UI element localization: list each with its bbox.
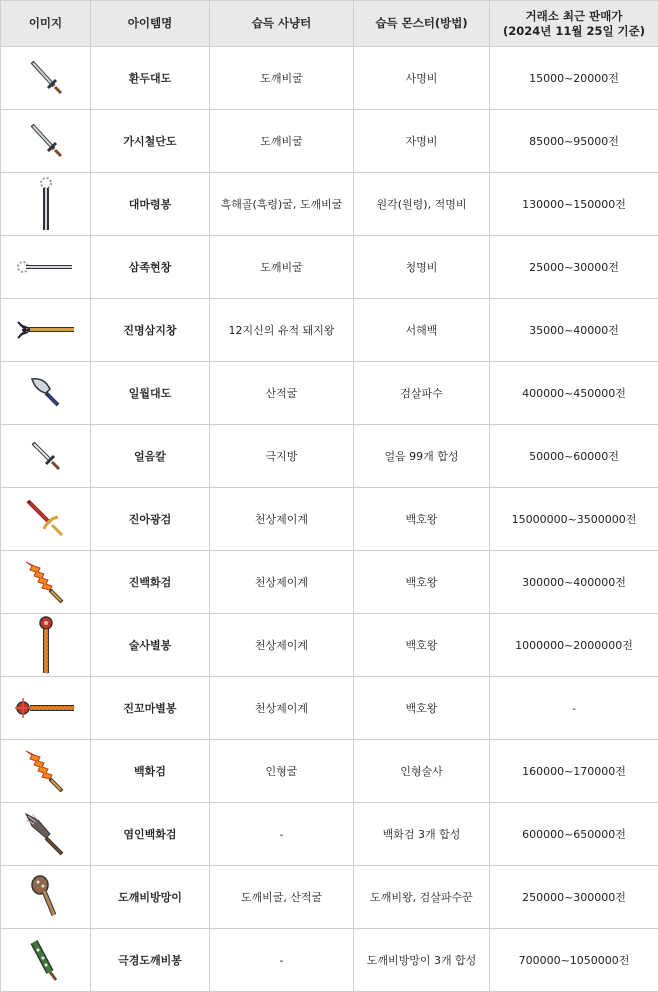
- trade-price: 600000~650000전: [490, 803, 658, 866]
- monster-method: 자명비: [354, 110, 490, 173]
- hunting-ground: 흑해골(흑령)굴, 도깨비굴: [210, 173, 354, 236]
- item-image-cell: [1, 677, 91, 740]
- sword-icon: [1, 58, 90, 98]
- table-row: [1, 110, 658, 173]
- header-price-line2: (2024년 11월 25일 기준): [502, 23, 646, 38]
- trade-price: 15000000~3500000전: [490, 488, 658, 551]
- monster-method: 백호왕: [354, 614, 490, 677]
- header-hunting-ground: 습득 사냥터: [210, 1, 354, 47]
- dark-sword-icon: [1, 810, 90, 858]
- trade-price: 15000~20000전: [490, 47, 658, 110]
- item-image-cell: [1, 362, 91, 425]
- table-row: [1, 803, 658, 866]
- header-image: 이미지: [1, 1, 91, 47]
- trade-price: 130000~150000전: [490, 173, 658, 236]
- monster-method: 백화검 3개 합성: [354, 803, 490, 866]
- hunting-ground: 극지방: [210, 425, 354, 488]
- table-row: [1, 173, 658, 236]
- trade-price: 85000~95000전: [490, 110, 658, 173]
- trade-price: -: [490, 677, 658, 740]
- item-name: 극경도깨비봉: [91, 929, 210, 992]
- orb-staff-icon: [1, 615, 90, 675]
- trade-price: 400000~450000전: [490, 362, 658, 425]
- header-name: 아이템명: [91, 1, 210, 47]
- item-name: 염인백화검: [91, 803, 210, 866]
- item-image-cell: [1, 47, 91, 110]
- item-image-cell: [1, 740, 91, 803]
- header-monster: 습득 몬스터(방법): [354, 1, 490, 47]
- monster-method: 원각(원령), 적명비: [354, 173, 490, 236]
- trade-price: 1000000~2000000전: [490, 614, 658, 677]
- monster-method: 도깨비방망이 3개 합성: [354, 929, 490, 992]
- item-name: 술사별봉: [91, 614, 210, 677]
- trade-price: 35000~40000전: [490, 299, 658, 362]
- trade-price: 25000~30000전: [490, 236, 658, 299]
- monster-method: 서해백: [354, 299, 490, 362]
- item-image-cell: [1, 488, 91, 551]
- trade-price: 700000~1050000전: [490, 929, 658, 992]
- sword-icon: [1, 121, 90, 161]
- item-image-cell: [1, 110, 91, 173]
- hunting-ground: 천상제이계: [210, 488, 354, 551]
- item-name: 진명삼지창: [91, 299, 210, 362]
- header-row: [1, 1, 658, 47]
- monster-method: 검살파수: [354, 362, 490, 425]
- item-name: 삼족현창: [91, 236, 210, 299]
- item-image-cell: [1, 551, 91, 614]
- club-icon: [1, 873, 90, 921]
- item-name: 일월대도: [91, 362, 210, 425]
- monster-method: 백호왕: [354, 488, 490, 551]
- hunting-ground: 천상제이계: [210, 614, 354, 677]
- item-name: 가시철단도: [91, 110, 210, 173]
- item-image-cell: [1, 299, 91, 362]
- table-row: [1, 236, 658, 299]
- item-image-cell: [1, 173, 91, 236]
- header-price: [490, 1, 658, 47]
- hunting-ground: 도깨비굴: [210, 47, 354, 110]
- red-sword-icon: [1, 497, 90, 541]
- item-name: 얼음칼: [91, 425, 210, 488]
- item-image-cell: [1, 803, 91, 866]
- table-row: [1, 299, 658, 362]
- dagger-icon: [1, 438, 90, 474]
- hunting-ground: 도깨비굴, 산적굴: [210, 866, 354, 929]
- table-row: [1, 425, 658, 488]
- flame-sword-icon: [1, 747, 90, 795]
- table-row: [1, 929, 658, 992]
- hunting-ground: 산적굴: [210, 362, 354, 425]
- hunting-ground: 12지신의 유적 돼지왕: [210, 299, 354, 362]
- item-image-cell: [1, 929, 91, 992]
- table-row: [1, 740, 658, 803]
- table-row: [1, 362, 658, 425]
- hunting-ground: 천상제이계: [210, 551, 354, 614]
- table-row: [1, 866, 658, 929]
- hunting-ground: 천상제이계: [210, 677, 354, 740]
- trade-price: 50000~60000전: [490, 425, 658, 488]
- hunting-ground: 인형굴: [210, 740, 354, 803]
- item-name: 진백화검: [91, 551, 210, 614]
- monster-method: 사명비: [354, 47, 490, 110]
- monster-method: 백호왕: [354, 677, 490, 740]
- item-image-cell: [1, 866, 91, 929]
- star-staff-icon: [1, 696, 90, 720]
- item-image-cell: [1, 425, 91, 488]
- item-image-cell: [1, 614, 91, 677]
- item-name: 대마령봉: [91, 173, 210, 236]
- table-row: [1, 551, 658, 614]
- mace-staff-icon: [1, 176, 90, 232]
- broad-blade-icon: [1, 373, 90, 413]
- item-name: 진아광검: [91, 488, 210, 551]
- table-row: [1, 47, 658, 110]
- monster-method: 청명비: [354, 236, 490, 299]
- spiked-club-icon: [1, 936, 90, 984]
- item-name: 환두대도: [91, 47, 210, 110]
- hunting-ground: 도깨비굴: [210, 110, 354, 173]
- table-row: [1, 488, 658, 551]
- item-name: 백화검: [91, 740, 210, 803]
- monster-method: 도깨비왕, 검살파수꾼: [354, 866, 490, 929]
- monster-method: 백호왕: [354, 551, 490, 614]
- header-price-line1: 거래소 최근 판매가: [525, 8, 623, 23]
- trade-price: 300000~400000전: [490, 551, 658, 614]
- trade-price: 160000~170000전: [490, 740, 658, 803]
- hunting-ground: -: [210, 803, 354, 866]
- item-image-cell: [1, 236, 91, 299]
- trident-icon: [1, 316, 90, 344]
- hunting-ground: 도깨비굴: [210, 236, 354, 299]
- table-row: [1, 614, 658, 677]
- table-row: [1, 677, 658, 740]
- monster-method: 인형술사: [354, 740, 490, 803]
- hunting-ground: -: [210, 929, 354, 992]
- item-name: 진꼬마별봉: [91, 677, 210, 740]
- monster-method: 얼음 99개 합성: [354, 425, 490, 488]
- spear-icon: [1, 255, 90, 279]
- item-name: 도깨비방망이: [91, 866, 210, 929]
- trade-price: 250000~300000전: [490, 866, 658, 929]
- flame-sword-icon: [1, 558, 90, 606]
